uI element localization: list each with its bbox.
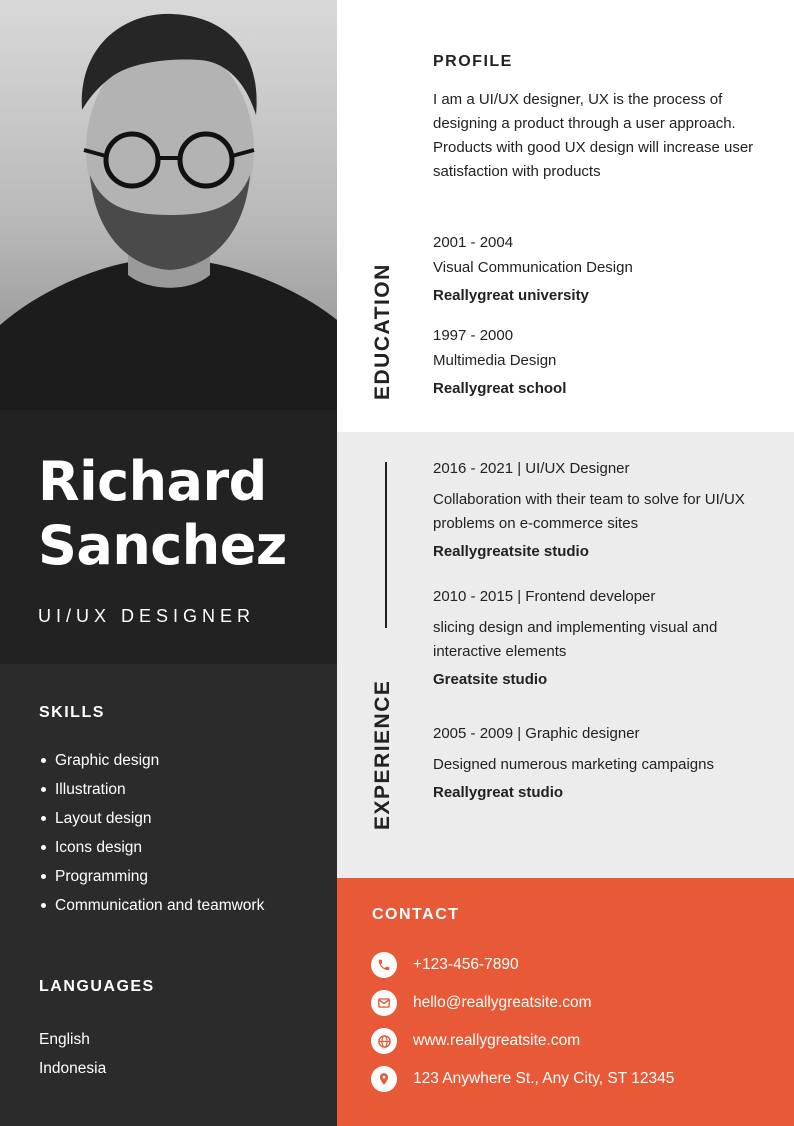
skill-item: Programming [39, 862, 299, 891]
job-title: UI/UX DESIGNER [38, 606, 256, 626]
contact-section [337, 878, 794, 1126]
sidebar [0, 664, 337, 1126]
skill-item: Layout design [39, 804, 299, 833]
languages-list [39, 1025, 106, 1083]
language-item: Indonesia [39, 1060, 107, 1077]
experience-description: Designed numerous marketing campaigns [433, 756, 714, 773]
location-pin-icon [371, 1066, 397, 1092]
timeline-divider [385, 462, 387, 628]
experience-description: Collaboration with their team to solve for UI/UX problems on e-commerce sites [433, 491, 745, 532]
contact-address [371, 1066, 674, 1092]
address-text: 123 Anywhere St., Any City, ST 12345 [413, 1070, 675, 1087]
education-entry [433, 232, 773, 307]
first-name: Richard [38, 450, 267, 513]
education-school: Reallygreat university [433, 287, 589, 304]
education-school: Reallygreat school [433, 380, 567, 397]
phone-text[interactable]: +123-456-7890 [413, 956, 519, 973]
globe-icon [371, 1028, 397, 1054]
contact-email [371, 990, 592, 1016]
profile-text: I am a UI/UX designer, UX is the process of designing a product through a user approach. Products with good UX design will increase user satisfaction with products [433, 91, 754, 180]
experience-section [337, 432, 794, 878]
skill-item: Communication and teamwork [39, 891, 299, 920]
experience-title: 2016 - 2021 | UI/UX Designer [433, 460, 630, 477]
profile-heading: PROFILE [433, 53, 513, 70]
email-icon [371, 990, 397, 1016]
person-name [38, 450, 287, 578]
education-years: 2001 - 2004 [433, 234, 514, 251]
experience-title: 2010 - 2015 | Frontend developer [433, 588, 656, 605]
name-block [0, 410, 337, 664]
language-item: English [39, 1031, 90, 1048]
experience-title: 2005 - 2009 | Graphic designer [433, 725, 640, 742]
contact-heading: CONTACT [372, 906, 460, 923]
languages-heading: LANGUAGES [39, 978, 155, 995]
experience-heading: EXPERIENCE [371, 679, 394, 830]
email-text[interactable]: hello@reallygreatsite.com [413, 994, 592, 1011]
contact-website [371, 1028, 580, 1054]
education-entry [433, 325, 773, 400]
experience-description: slicing design and implementing visual and interactive elements [433, 619, 718, 660]
skill-item: Graphic design [39, 746, 299, 775]
education-program: Multimedia Design [433, 352, 557, 369]
experience-entry [433, 723, 773, 804]
last-name: Sanchez [38, 514, 287, 577]
experience-org: Reallygreat studio [433, 784, 564, 801]
experience-entry [433, 586, 773, 691]
profile-education-section [337, 0, 794, 432]
education-program: Visual Communication Design [433, 259, 633, 276]
skill-item: Illustration [39, 775, 299, 804]
experience-entry [433, 458, 773, 563]
profile-photo [0, 0, 337, 410]
phone-icon [371, 952, 397, 978]
contact-phone [371, 952, 519, 978]
website-text[interactable]: www.reallygreatsite.com [413, 1032, 581, 1049]
education-heading: EDUCATION [371, 263, 394, 400]
skill-item: Icons design [39, 833, 299, 862]
education-years: 1997 - 2000 [433, 327, 514, 344]
experience-org: Greatsite studio [433, 671, 548, 688]
experience-org: Reallygreatsite studio [433, 543, 589, 560]
skills-list [39, 746, 299, 920]
portrait-illustration [0, 0, 337, 410]
skills-heading: SKILLS [39, 704, 105, 721]
